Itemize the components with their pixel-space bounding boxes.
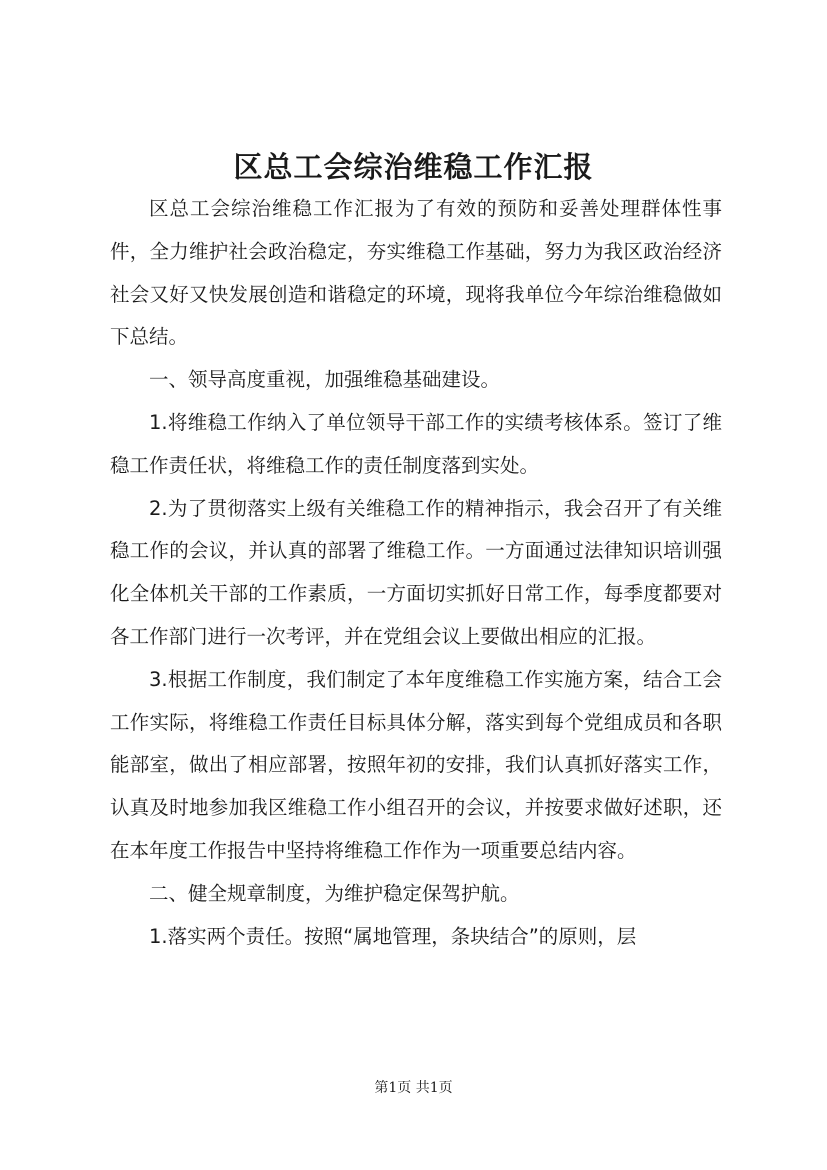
document-body bbox=[110, 188, 722, 958]
paragraph-1-3: 3.根据工作制度，我们制定了本年度维稳工作实施方案，结合工会工作实际，将维稳工作责任目标具体分解，落实到每个党组成员和各职能部室，做出了相应部署，按照年初的安排，我们认真抓好落实工作，认真及时地参加我区维稳工作小组召开的会议，并按要求做好述职，还在本年度工作报告中坚持将维稳工作作为一项重要总结内容。 bbox=[110, 667, 722, 862]
paragraph-1-1: 1.将维稳工作纳入了单位领导干部工作的实绩考核体系。签订了维稳工作责任状，将维稳工作的责任制度落到实处。 bbox=[110, 410, 722, 477]
intro-paragraph: 区总工会综治维稳工作汇报为了有效的预防和妥善处理群体性事件，全力维护社会政治稳定，夯实维稳工作基础，努力为我区政治经济社会又好又快发展创造和谐稳定的环境，现将我单位今年综治维稳做如下总结。 bbox=[110, 197, 722, 349]
page-footer: 第1页 共1页 bbox=[374, 1080, 453, 1096]
section-heading-1: 一、领导高度重视，加强维稳基础建设。 bbox=[149, 368, 501, 392]
paragraph-2-1: 1.落实两个责任。按照“属地管理，条块结合”的原则，层 bbox=[149, 924, 637, 948]
document-title: 区总工会综治维稳工作汇报 bbox=[233, 150, 594, 184]
section-heading-2: 二、健全规章制度，为维护稳定保驾护航。 bbox=[149, 881, 520, 905]
paragraph-1-2: 2.为了贯彻落实上级有关维稳工作的精神指示，我会召开了有关维稳工作的会议，并认真的部署了维稳工作。一方面通过法律知识培训强化全体机关干部的工作素质，一方面切实抓好日常工作，每季度都要对各工作部门进行一次考评，并在党组会议上要做出相应的汇报。 bbox=[110, 496, 722, 648]
